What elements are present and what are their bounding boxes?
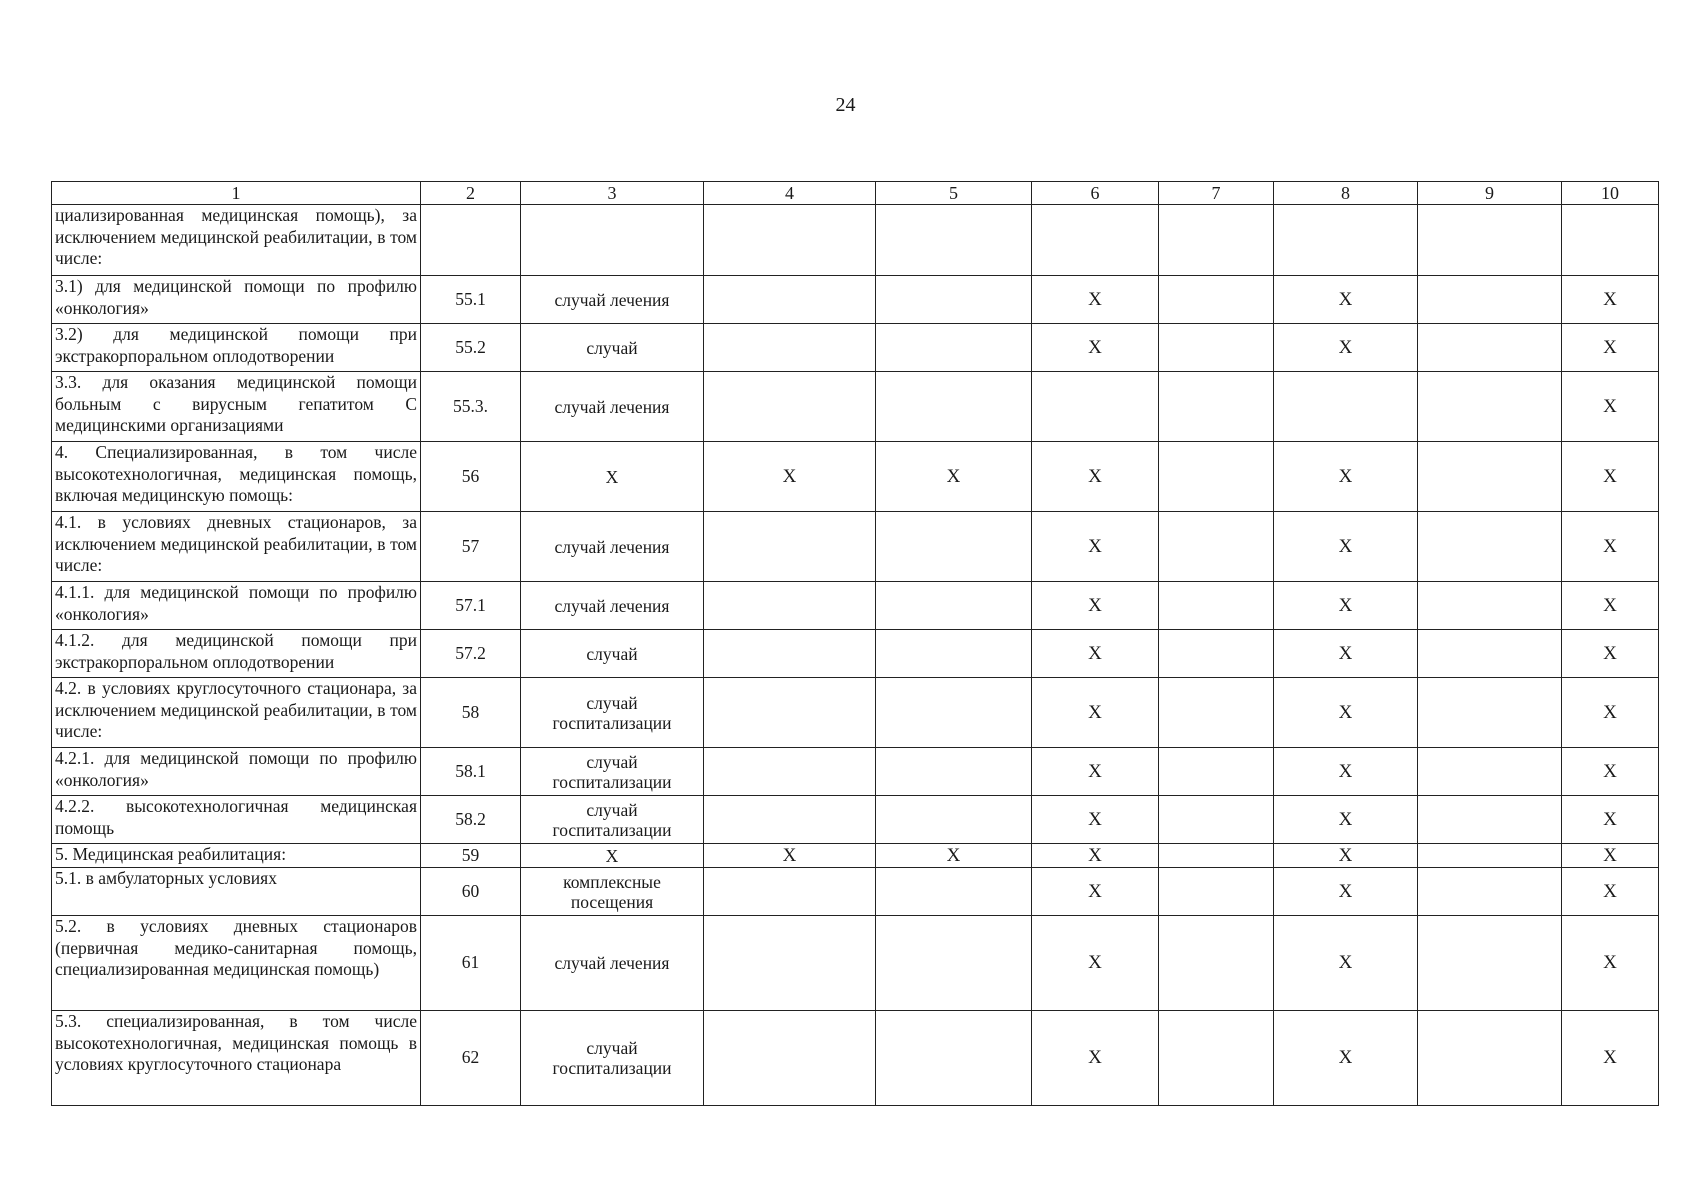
row-code: 58.2: [421, 796, 521, 844]
cell-c9: [1418, 276, 1562, 324]
cell-c7: [1159, 748, 1274, 796]
cell-c9: [1418, 796, 1562, 844]
cell-c6: X: [1032, 748, 1159, 796]
row-unit: X: [521, 442, 704, 512]
row-description: 4.1.1. для медицинской помощи по профилю «онкология»: [52, 582, 421, 630]
cell-c5: [876, 276, 1032, 324]
cell-c5: [876, 678, 1032, 748]
cell-c9: [1418, 582, 1562, 630]
cell-c4: [704, 582, 876, 630]
cell-c7: [1159, 582, 1274, 630]
table-row: [52, 748, 1659, 796]
cell-c9: [1418, 205, 1562, 276]
row-description: 5.1. в амбулаторных условиях: [52, 868, 421, 916]
cell-c9: [1418, 630, 1562, 678]
column-header: 9: [1418, 182, 1562, 205]
row-description: 3.2) для медицинской помощи при экстракорпоральном оплодотворении: [52, 324, 421, 372]
cell-c4: [704, 276, 876, 324]
cell-c9: [1418, 512, 1562, 582]
row-code: 62: [421, 1011, 521, 1106]
cell-c6: X: [1032, 844, 1159, 868]
table-row: [52, 276, 1659, 324]
row-code: 55.3.: [421, 372, 521, 442]
row-code: 60: [421, 868, 521, 916]
row-unit: случай лечения: [521, 372, 704, 442]
cell-c6: X: [1032, 582, 1159, 630]
cell-c6: X: [1032, 1011, 1159, 1106]
row-unit: случай лечения: [521, 276, 704, 324]
row-code: 55.1: [421, 276, 521, 324]
row-description: циализированная медицинская помощь), за исключением медицинской реабилитации, в том числе:: [52, 205, 421, 276]
cell-c4: [704, 630, 876, 678]
row-description: 4.1.2. для медицинской помощи при экстракорпоральном оплодотворении: [52, 630, 421, 678]
cell-c6: X: [1032, 916, 1159, 1011]
cell-c7: [1159, 796, 1274, 844]
row-code: 59: [421, 844, 521, 868]
row-unit: случай лечения: [521, 582, 704, 630]
row-unit: X: [521, 844, 704, 868]
cell-c6: X: [1032, 630, 1159, 678]
column-header: 5: [876, 182, 1032, 205]
cell-c5: [876, 916, 1032, 1011]
cell-c4: [704, 1011, 876, 1106]
cell-c8: X: [1274, 916, 1418, 1011]
table-row: [52, 372, 1659, 442]
cell-c5: X: [876, 844, 1032, 868]
cell-c8: X: [1274, 1011, 1418, 1106]
cell-c8: X: [1274, 748, 1418, 796]
column-header: 4: [704, 182, 876, 205]
cell-c5: [876, 205, 1032, 276]
cell-c7: [1159, 678, 1274, 748]
row-unit: случай: [521, 630, 704, 678]
cell-c5: [876, 630, 1032, 678]
cell-c4: [704, 324, 876, 372]
cell-c8: X: [1274, 678, 1418, 748]
cell-c7: [1159, 372, 1274, 442]
cell-c7: [1159, 844, 1274, 868]
cell-c9: [1418, 1011, 1562, 1106]
column-header: 8: [1274, 182, 1418, 205]
cell-c9: [1418, 844, 1562, 868]
row-code: 57.1: [421, 582, 521, 630]
cell-c7: [1159, 512, 1274, 582]
cell-c8: [1274, 372, 1418, 442]
cell-c10: X: [1562, 372, 1659, 442]
cell-c10: X: [1562, 1011, 1659, 1106]
cell-c5: [876, 1011, 1032, 1106]
cell-c7: [1159, 442, 1274, 512]
cell-c5: [876, 372, 1032, 442]
row-unit: случай госпитализации: [521, 678, 704, 748]
cell-c9: [1418, 372, 1562, 442]
cell-c8: X: [1274, 512, 1418, 582]
cell-c10: X: [1562, 442, 1659, 512]
cell-c8: [1274, 205, 1418, 276]
row-code: 61: [421, 916, 521, 1011]
row-unit: комплексные посещения: [521, 868, 704, 916]
cell-c4: X: [704, 442, 876, 512]
cell-c10: X: [1562, 582, 1659, 630]
column-header: 1: [52, 182, 421, 205]
row-description: 4.2.1. для медицинской помощи по профилю «онкология»: [52, 748, 421, 796]
row-code: [421, 205, 521, 276]
row-code: 55.2: [421, 324, 521, 372]
cell-c5: [876, 324, 1032, 372]
cell-c5: [876, 868, 1032, 916]
row-description: 5.2. в условиях дневных стационаров (первичная медико-санитарная помощь, специализированная медицинская помощь): [52, 916, 421, 1011]
table-row: [52, 916, 1659, 1011]
cell-c10: X: [1562, 324, 1659, 372]
cell-c10: [1562, 205, 1659, 276]
row-unit: случай: [521, 324, 704, 372]
cell-c10: X: [1562, 630, 1659, 678]
cell-c10: X: [1562, 512, 1659, 582]
table-row: [52, 796, 1659, 844]
row-code: 57.2: [421, 630, 521, 678]
cell-c5: [876, 512, 1032, 582]
cell-c10: X: [1562, 916, 1659, 1011]
page-number: 24: [835, 94, 856, 116]
cell-c4: [704, 205, 876, 276]
cell-c5: [876, 796, 1032, 844]
cell-c9: [1418, 442, 1562, 512]
table-row: [52, 205, 1659, 276]
cell-c6: X: [1032, 512, 1159, 582]
row-unit: случай госпитализации: [521, 748, 704, 796]
cell-c7: [1159, 1011, 1274, 1106]
row-description: 5. Медицинская реабилитация:: [52, 844, 421, 868]
cell-c7: [1159, 205, 1274, 276]
cell-c10: X: [1562, 844, 1659, 868]
table-row: [52, 582, 1659, 630]
table-header-row: [52, 182, 1659, 205]
cell-c6: X: [1032, 796, 1159, 844]
cell-c6: [1032, 205, 1159, 276]
cell-c9: [1418, 916, 1562, 1011]
table-row: [52, 1011, 1659, 1106]
cell-c8: X: [1274, 796, 1418, 844]
cell-c8: X: [1274, 868, 1418, 916]
cell-c7: [1159, 868, 1274, 916]
row-unit: случай лечения: [521, 512, 704, 582]
row-unit: [521, 205, 704, 276]
column-header: 3: [521, 182, 704, 205]
cell-c6: X: [1032, 678, 1159, 748]
cell-c9: [1418, 868, 1562, 916]
cell-c9: [1418, 748, 1562, 796]
cell-c10: X: [1562, 868, 1659, 916]
table-row: [52, 324, 1659, 372]
cell-c7: [1159, 916, 1274, 1011]
table-row: [52, 442, 1659, 512]
row-code: 58.1: [421, 748, 521, 796]
cell-c4: [704, 748, 876, 796]
cell-c10: X: [1562, 276, 1659, 324]
row-description: 4. Специализированная, в том числе высокотехнологичная, медицинская помощь, включая медицинскую помощь:: [52, 442, 421, 512]
cell-c10: X: [1562, 678, 1659, 748]
cell-c8: X: [1274, 630, 1418, 678]
cell-c7: [1159, 324, 1274, 372]
cell-c8: X: [1274, 582, 1418, 630]
cell-c4: [704, 916, 876, 1011]
table-row: [52, 512, 1659, 582]
cell-c4: X: [704, 844, 876, 868]
data-table: [51, 181, 1659, 1106]
cell-c6: X: [1032, 276, 1159, 324]
row-unit: случай госпитализации: [521, 796, 704, 844]
cell-c5: X: [876, 442, 1032, 512]
table-row: [52, 868, 1659, 916]
cell-c10: X: [1562, 748, 1659, 796]
row-description: 4.1. в условиях дневных стационаров, за исключением медицинской реабилитации, в том числе:: [52, 512, 421, 582]
cell-c8: X: [1274, 324, 1418, 372]
column-header: 10: [1562, 182, 1659, 205]
row-unit: случай лечения: [521, 916, 704, 1011]
row-unit: случай госпитализации: [521, 1011, 704, 1106]
cell-c9: [1418, 678, 1562, 748]
cell-c4: [704, 868, 876, 916]
cell-c4: [704, 796, 876, 844]
cell-c8: X: [1274, 276, 1418, 324]
column-header: 6: [1032, 182, 1159, 205]
cell-c6: [1032, 372, 1159, 442]
table-body: [52, 205, 1659, 1106]
cell-c8: X: [1274, 844, 1418, 868]
row-code: 58: [421, 678, 521, 748]
cell-c4: [704, 372, 876, 442]
row-description: 3.1) для медицинской помощи по профилю «онкология»: [52, 276, 421, 324]
cell-c5: [876, 582, 1032, 630]
row-description: 4.2.2. высокотехнологичная медицинская помощь: [52, 796, 421, 844]
column-header: 7: [1159, 182, 1274, 205]
cell-c7: [1159, 630, 1274, 678]
row-description: 4.2. в условиях круглосуточного стационара, за исключением медицинской реабилитации, в том числе:: [52, 678, 421, 748]
row-code: 56: [421, 442, 521, 512]
table-row: [52, 678, 1659, 748]
cell-c6: X: [1032, 442, 1159, 512]
table-row: [52, 844, 1659, 868]
cell-c7: [1159, 276, 1274, 324]
cell-c9: [1418, 324, 1562, 372]
cell-c8: X: [1274, 442, 1418, 512]
cell-c10: X: [1562, 796, 1659, 844]
cell-c4: [704, 678, 876, 748]
column-header: 2: [421, 182, 521, 205]
cell-c5: [876, 748, 1032, 796]
row-description: 3.3. для оказания медицинской помощи больным с вирусным гепатитом С медицинскими организациями: [52, 372, 421, 442]
row-code: 57: [421, 512, 521, 582]
cell-c6: X: [1032, 324, 1159, 372]
cell-c6: X: [1032, 868, 1159, 916]
row-description: 5.3. специализированная, в том числе высокотехнологичная, медицинская помощь в условиях круглосуточного стационара: [52, 1011, 421, 1106]
table-row: [52, 630, 1659, 678]
cell-c4: [704, 512, 876, 582]
